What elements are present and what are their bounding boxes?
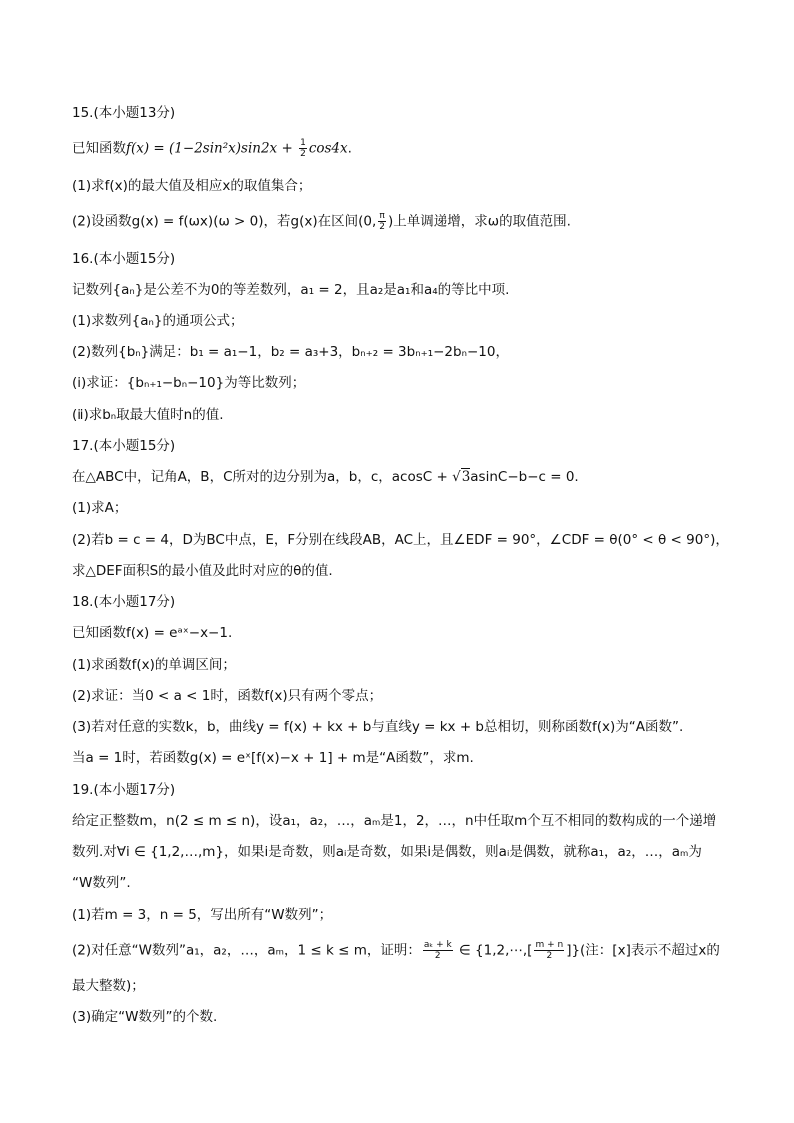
q19-stem-line2: 数列.对∀i ∈ {1,2,…,m}，如果i是奇数，则aᵢ是奇数，如果i是偶数，则aᵢ是偶数，就称a₁，a₂，…，aₘ为 (72, 844, 702, 860)
q15-part2-a: (2)设函数g(x) = f(ωx)(ω > 0)，若g(x)在区间(0, (72, 213, 377, 230)
q15-stem-end: . (347, 140, 352, 157)
q16-part2-i: (i)求证：{bₙ₊₁−bₙ−10}为等比数列； (72, 375, 306, 391)
q19-part2-b: ∈ {1,2,⋯,[ (454, 942, 533, 959)
fraction-denominator: 2 (379, 222, 385, 232)
q15-part1: (1)求f(x)的最大值及相应x的取值集合； (72, 178, 312, 194)
q16-header: 16.(本小题15分) (72, 251, 176, 267)
q15-stem-expr: f(x) = (1−2sin²x)sin2x + (126, 140, 298, 157)
fraction-numerator: m + n (535, 940, 564, 950)
fraction-denominator: 2 (546, 951, 553, 961)
q16-part2-ii: (ⅱ)求bₙ取最大值时n的值. (72, 407, 224, 423)
q19-part1: (1)若m = 3，n = 5，写出所有“W数列”； (72, 907, 333, 923)
q19-header: 19.(本小题17分) (72, 782, 176, 798)
q17-stem (72, 467, 724, 487)
q19-part2-c: ]}(注：[x]表示不超过x的 (566, 942, 720, 959)
fraction-numerator: 1 (300, 138, 306, 148)
q17-stem-b: asinC−b−c = 0. (470, 469, 579, 485)
q17-part2: (2)若b = c = 4，D为BC中点，E，F分别在线段AB，AC上，且∠EDF = 90°，∠CDF = θ(0° < θ < 90°)， (72, 532, 729, 548)
fraction-denominator: 2 (300, 149, 306, 159)
q17-part1: (1)求A； (72, 500, 128, 516)
q16-part2: (2)数列{bₙ}满足：b₁ = a₁−1，b₂ = a₃+3，bₙ₊₂ = 3bₙ₊₁−2bₙ−10， (72, 344, 509, 360)
q15-stem-tail: cos4x (308, 140, 348, 157)
sqrt-sign: √ (452, 469, 461, 485)
q16-stem: 记数列{aₙ}是公差不为0的等差数列，a₁ = 2，且a₂是a₁和a₄的等比中项. (72, 282, 510, 298)
q18-part2: (2)求证：当0 < a < 1时，函数f(x)只有两个零点； (72, 688, 383, 704)
q15-stem-prefix: 已知函数 (72, 140, 126, 157)
q19-part2-cont: 最大整数)； (72, 978, 145, 994)
q19-part3: (3)确定“W数列”的个数. (72, 1009, 218, 1025)
q15-stem (72, 138, 724, 159)
q15-part2-fraction (378, 211, 386, 232)
q15-part2 (72, 211, 724, 232)
q18-part1: (1)求函数f(x)的单调区间； (72, 657, 236, 673)
q17-stem-a: 在△ABC中，记角A，B，C所对的边分别为a，b，c，acosC + (72, 469, 453, 485)
q17-header: 17.(本小题15分) (72, 438, 176, 454)
q15-header: 15.(本小题13分) (72, 105, 176, 121)
q19-part2 (72, 940, 724, 961)
q19-stem-line3: “W数列”. (72, 875, 131, 891)
q17-sqrt-radicand: 3 (461, 469, 471, 485)
q15-stem-fraction (299, 138, 307, 159)
q19-part2-fraction2 (534, 940, 564, 961)
fraction-numerator: aₖ + k (423, 940, 452, 950)
q19-stem-line1: 给定正整数m，n(2 ≤ m ≤ n)，设a₁，a₂，…，aₘ是1，2，…，n中任取m个互不相同的数构成的一个递增 (72, 813, 717, 829)
q18-stem: 已知函数f(x) = eᵃˣ−x−1. (72, 625, 233, 641)
q19-part2-a: (2)对任意“W数列”a₁，a₂，…，aₘ，1 ≤ k ≤ m，证明： (72, 942, 421, 959)
q17-part2-cont: 求△DEF面积S的最小值及此时对应的θ的值. (72, 563, 333, 579)
q18-part3: (3)若对任意的实数k，b，曲线y = f(x) + kx + b与直线y = kx + b总相切，则称函数f(x)为“A函数”. (72, 719, 684, 735)
q18-part3-cont: 当a = 1时，若函数g(x) = eˣ[f(x)−x + 1] + m是“A函数”，求m. (72, 750, 474, 766)
q18-header: 18.(本小题17分) (72, 594, 176, 610)
q19-part2-fraction (423, 940, 453, 961)
q16-part1: (1)求数列{aₙ}的通项公式； (72, 313, 244, 329)
fraction-denominator: 2 (434, 951, 441, 961)
fraction-numerator: π (379, 211, 385, 221)
q15-part2-b: )上单调递增，求ω的取值范围. (388, 213, 571, 230)
